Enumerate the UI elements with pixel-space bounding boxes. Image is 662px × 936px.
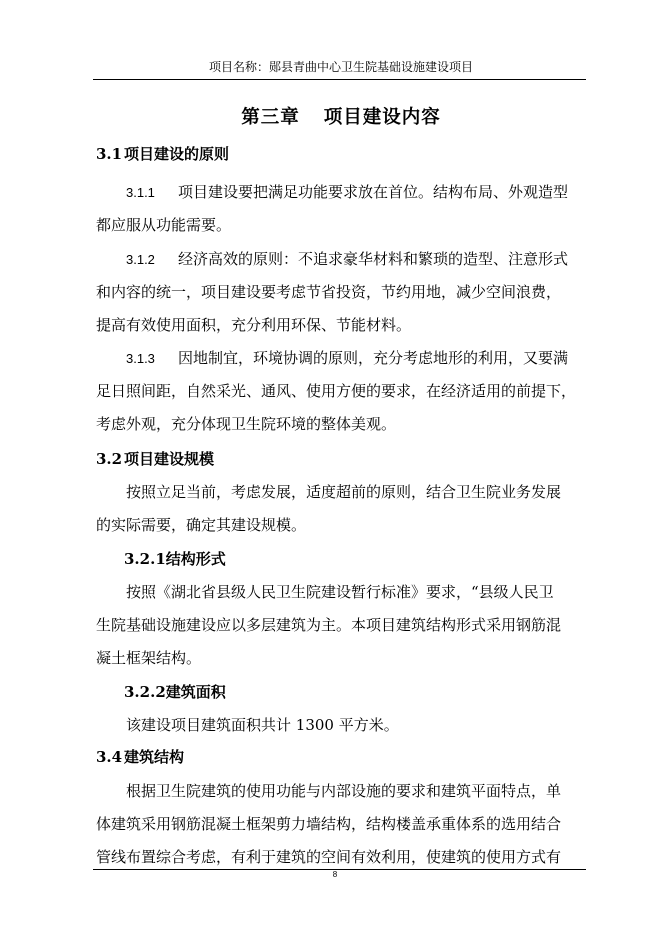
paragraph-line: 生院基础设施建设应以多层建筑为主。本项目建筑结构形式采用钢筋混	[96, 616, 562, 634]
line-text: 经济高效的原则：不追求豪华材料和繁琐的造型、注意形式	[178, 250, 569, 268]
line-text: 因地制宜，环境协调的原则，充分考虑地形的利用，又要满	[178, 349, 569, 367]
section-heading-3-1	[96, 143, 229, 164]
section-title: 建筑结构	[124, 748, 185, 766]
header-rule	[93, 79, 586, 80]
clause-number: 3.1.2	[126, 252, 155, 267]
paragraph-line: 按照《湖北省县级人民卫生院建设暂行标准》要求，“县级人民卫	[126, 583, 554, 601]
section-heading-3-2	[96, 448, 214, 469]
chapter-title	[95, 103, 587, 129]
section-title: 项目建设规模	[124, 450, 215, 468]
section-number: 3.2	[96, 450, 123, 468]
paragraph-line: 根据卫生院建筑的使用功能与内部设施的要求和建筑平面特点，单	[126, 782, 562, 800]
subsection-heading-3-2-1: 3.2.1结构形式	[124, 550, 226, 568]
section-number: 3.1	[96, 145, 123, 163]
paragraph-line: 管线布置综合考虑，有利于建筑的空间有效利用，使建筑的使用方式有	[96, 848, 562, 866]
paragraph-line: 该建设项目建筑面积共计 1300 平方米。	[126, 716, 399, 734]
paragraph-line: 体建筑采用钢筋混凝土框架剪力墙结构，结构楼盖承重体系的选用结合	[96, 815, 562, 833]
paragraph-line	[126, 181, 568, 202]
paragraph-line: 足日照间距，自然采光、通风、使用方便的要求，在经济适用的前提下，	[96, 382, 577, 400]
paragraph-line: 都应服从功能需要。	[96, 216, 232, 234]
page-number: 8	[332, 870, 338, 879]
line-text: 项目建设要把满足功能要求放在首位。结构布局、外观造型	[178, 183, 569, 201]
page-header: 项目名称：郧县青曲中心卫生院基础设施建设项目	[208, 60, 473, 74]
paragraph-line: 的实际需要，确定其建设规模。	[96, 516, 307, 534]
chapter-name: 项目建设内容	[323, 107, 441, 128]
paragraph-line	[126, 248, 568, 269]
subsection-heading-3-2-2: 3.2.2建筑面积	[124, 683, 226, 701]
paragraph-line: 和内容的统一，项目建设要考虑节省投资，节约用地，减少空间浪费，	[96, 283, 562, 301]
paragraph-line: 提高有效使用面积，充分利用环保、节能材料。	[96, 316, 412, 334]
paragraph-line: 按照立足当前，考虑发展，适度超前的原则，结合卫生院业务发展	[126, 483, 562, 501]
section-number: 3.4	[96, 748, 123, 766]
clause-number: 3.1.3	[126, 351, 155, 366]
chapter-number: 第三章	[241, 107, 300, 128]
paragraph-line: 凝土框架结构。	[96, 649, 202, 667]
section-heading-3-4	[96, 746, 184, 767]
clause-number: 3.1.1	[126, 185, 155, 200]
section-title: 项目建设的原则	[124, 145, 230, 163]
paragraph-line	[126, 347, 568, 368]
paragraph-line: 考虑外观，充分体现卫生院环境的整体美观。	[96, 415, 397, 433]
